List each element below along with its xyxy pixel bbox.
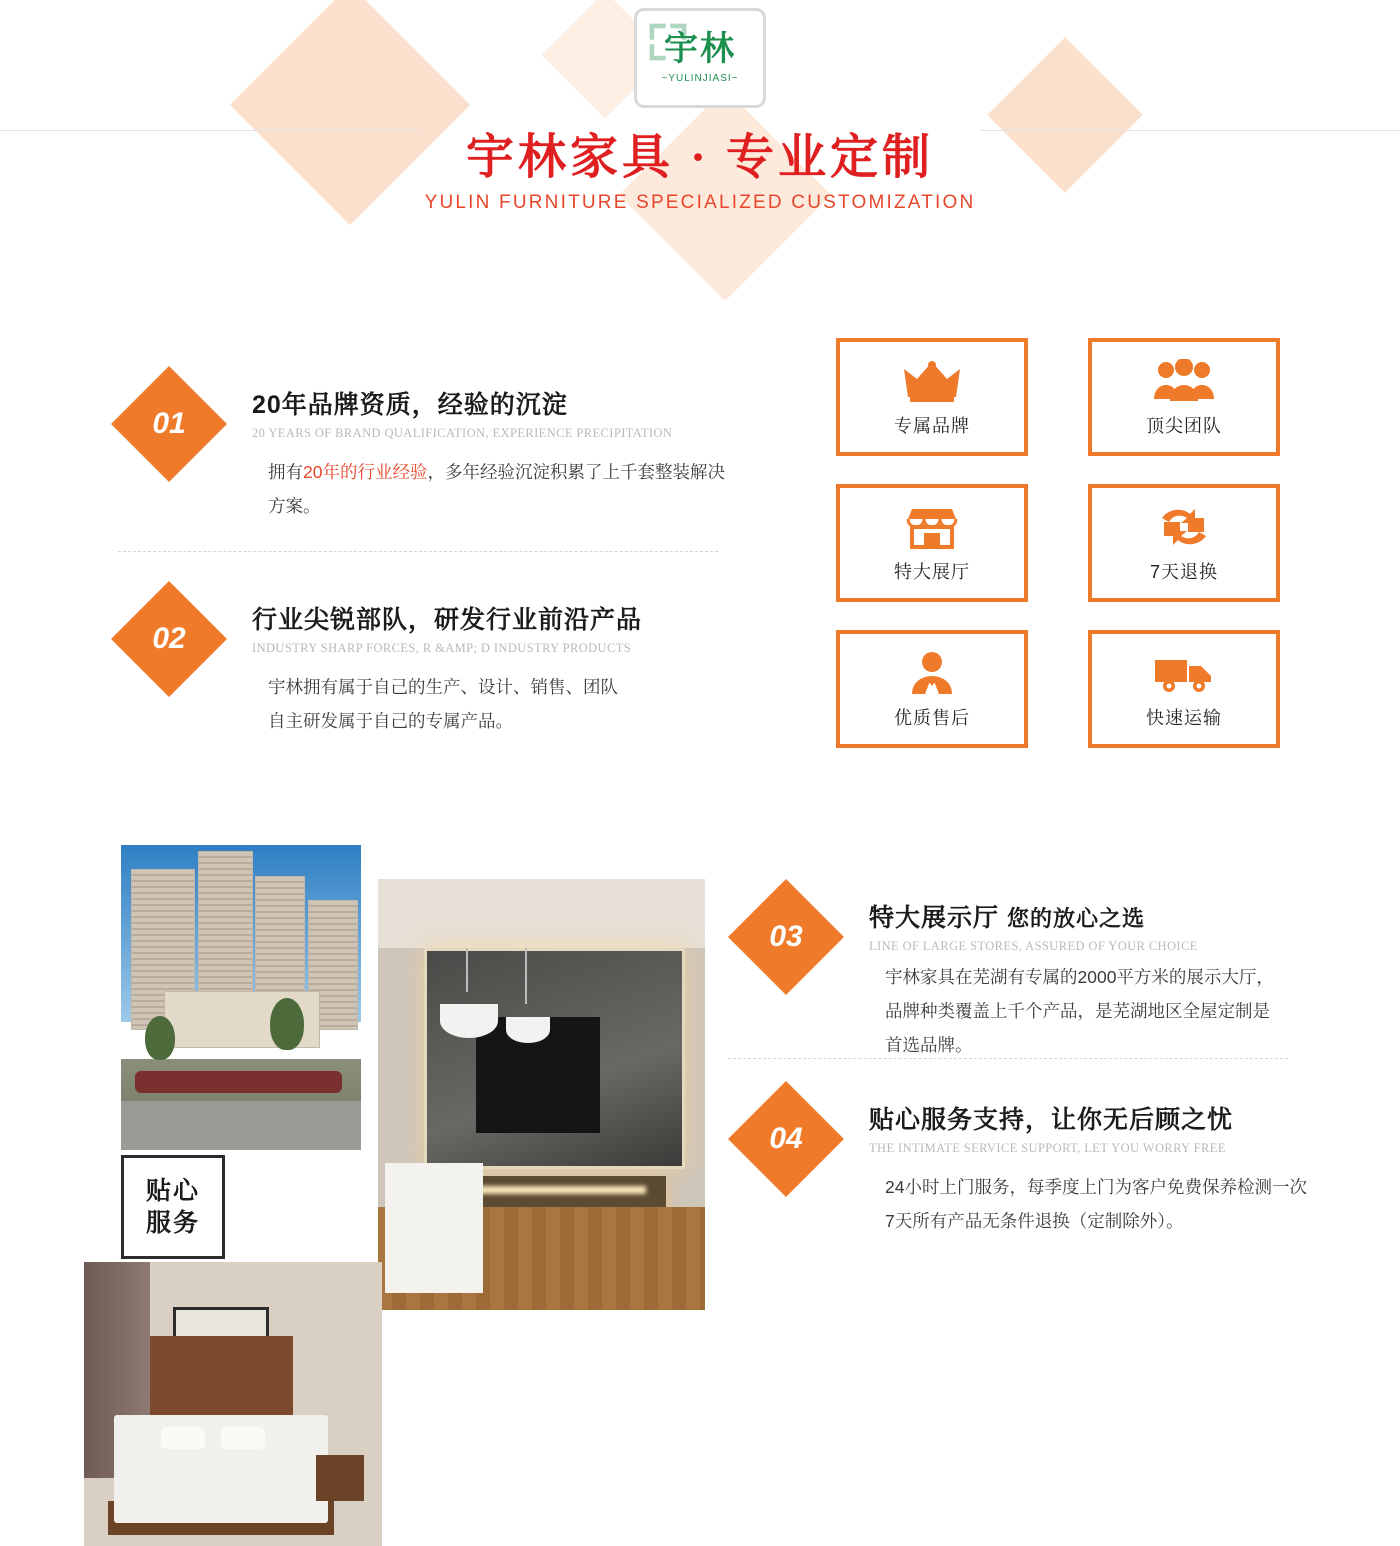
living-room-photo bbox=[378, 879, 705, 1310]
feature-body-pre: 拥有 bbox=[268, 462, 303, 482]
feature-body-highlight: 20年的行业经验 bbox=[303, 462, 428, 482]
room-ceiling bbox=[378, 879, 705, 948]
feature-subtitle: INDUSTRY SHARP FORCES, R &AMP; D INDUSTRY PRODUCTS bbox=[252, 641, 632, 655]
feature-number: 02 bbox=[152, 622, 186, 655]
feature-title: 贴心服务支持，让你无后顾之忧 bbox=[869, 1106, 1234, 1134]
feature-title-main: 特大展示厅 bbox=[869, 904, 1000, 932]
nightstand bbox=[316, 1455, 364, 1500]
feature-body-line: 7天所有产品无条件退换（定制除外）。 bbox=[885, 1211, 1184, 1231]
feature-body-line: 自主研发属于自己的专属产品。 bbox=[268, 711, 513, 731]
tree bbox=[145, 1016, 175, 1060]
feature-body-line: 24小时上门服务，每季度上门为客户免费保养检测一次 bbox=[885, 1177, 1307, 1197]
feature-number-badge bbox=[111, 366, 227, 482]
page-subtitle: YULIN FURNITURE SPECIALIZED CUSTOMIZATION bbox=[424, 192, 976, 213]
feature-body bbox=[252, 455, 732, 523]
advantage-card-aftersales[interactable] bbox=[836, 630, 1028, 748]
feature-body-line: 宇林拥有属于自己的生产、设计、销售、团队 bbox=[268, 677, 618, 697]
ornament-icon bbox=[645, 19, 691, 65]
brand-logo bbox=[634, 8, 766, 108]
pillow bbox=[221, 1427, 265, 1449]
advantage-label: 特大展厅 bbox=[894, 562, 970, 582]
pendant-lamp bbox=[440, 1004, 498, 1038]
truck-icon bbox=[1153, 648, 1215, 698]
feature-subtitle: LINE OF LARGE STORES, ASSURED OF YOUR CHOICE bbox=[869, 939, 1198, 953]
feature-number-badge bbox=[728, 879, 844, 995]
feature-block-03 bbox=[745, 896, 1345, 1062]
feature-subtitle: THE INTIMATE SERVICE SUPPORT, LET YOU WORRY FREE bbox=[869, 1141, 1226, 1155]
advantage-card-team[interactable] bbox=[1088, 338, 1280, 456]
advantage-icon-grid bbox=[836, 338, 1280, 748]
feature-title-sub: 您的放心之选 bbox=[1006, 906, 1145, 931]
feature-title bbox=[869, 898, 1345, 934]
feature-body bbox=[252, 670, 722, 738]
support-agent-icon bbox=[907, 648, 957, 698]
logo-text-en: ~YULINJIASI~ bbox=[661, 72, 739, 84]
return-exchange-icon bbox=[1154, 502, 1214, 552]
pendant-lamp bbox=[506, 1017, 550, 1043]
service-badge-line2: 服务 bbox=[145, 1209, 200, 1237]
feature-body bbox=[869, 960, 1345, 1062]
bed-corner bbox=[385, 1163, 483, 1292]
feature-body-line: 首选品牌。 bbox=[885, 1035, 973, 1055]
feature-number-badge bbox=[111, 581, 227, 697]
feature-block-04 bbox=[745, 1098, 1365, 1238]
pillow bbox=[161, 1427, 205, 1449]
feature-number: 04 bbox=[769, 1122, 803, 1155]
service-badge-line1: 贴心 bbox=[145, 1177, 200, 1205]
feature-body-post: ，多年经验沉淀积累了上千套整装解决方案。 bbox=[268, 462, 725, 516]
store-icon bbox=[904, 502, 960, 552]
page-title: 宇林家具 · 专业定制 bbox=[465, 131, 934, 184]
feature-body-line: 品牌种类覆盖上千个产品，是芜湖地区全屋定制是 bbox=[885, 1001, 1270, 1021]
advantage-label: 专属品牌 bbox=[894, 416, 970, 436]
page-header bbox=[0, 0, 1400, 300]
feature-number-badge bbox=[728, 1081, 844, 1197]
lamp-cord bbox=[525, 948, 527, 1004]
advantage-card-shipping[interactable] bbox=[1088, 630, 1280, 748]
feature-block-01 bbox=[128, 383, 748, 523]
feature-number: 01 bbox=[152, 407, 186, 440]
feature-body bbox=[869, 1170, 1365, 1238]
feature-title: 20年品牌资质，经验的沉淀 bbox=[252, 391, 568, 419]
crown-icon bbox=[904, 356, 960, 406]
team-icon bbox=[1152, 356, 1216, 406]
advantage-label: 7天退换 bbox=[1149, 562, 1218, 582]
feature-number: 03 bbox=[769, 920, 803, 953]
bedroom-photo bbox=[84, 1262, 382, 1546]
advantage-label: 顶尖团队 bbox=[1146, 416, 1222, 436]
road bbox=[121, 1101, 361, 1150]
logo-text-cn: 宇林 bbox=[664, 30, 736, 68]
advantage-card-brand[interactable] bbox=[836, 338, 1028, 456]
advantage-label: 快速运输 bbox=[1146, 708, 1222, 728]
building-exterior-photo bbox=[121, 845, 361, 1150]
tree bbox=[270, 998, 304, 1050]
feature-divider bbox=[728, 1058, 1288, 1059]
advantage-label: 优质售后 bbox=[894, 708, 970, 728]
feature-block-02 bbox=[128, 598, 748, 738]
advantage-card-return[interactable] bbox=[1088, 484, 1280, 602]
service-badge bbox=[121, 1155, 225, 1259]
feature-title: 行业尖锐部队，研发行业前沿产品 bbox=[252, 606, 643, 634]
feature-body-line: 宇林家具在芜湖有专属的2000平方米的展示大厅， bbox=[885, 967, 1274, 987]
feature-divider bbox=[118, 551, 718, 552]
hedge bbox=[135, 1071, 341, 1093]
feature-subtitle: 20 YEARS OF BRAND QUALIFICATION, EXPERIENCE PRECIPITATION bbox=[252, 426, 673, 440]
advantage-card-showroom[interactable] bbox=[836, 484, 1028, 602]
lamp-cord bbox=[466, 948, 468, 992]
